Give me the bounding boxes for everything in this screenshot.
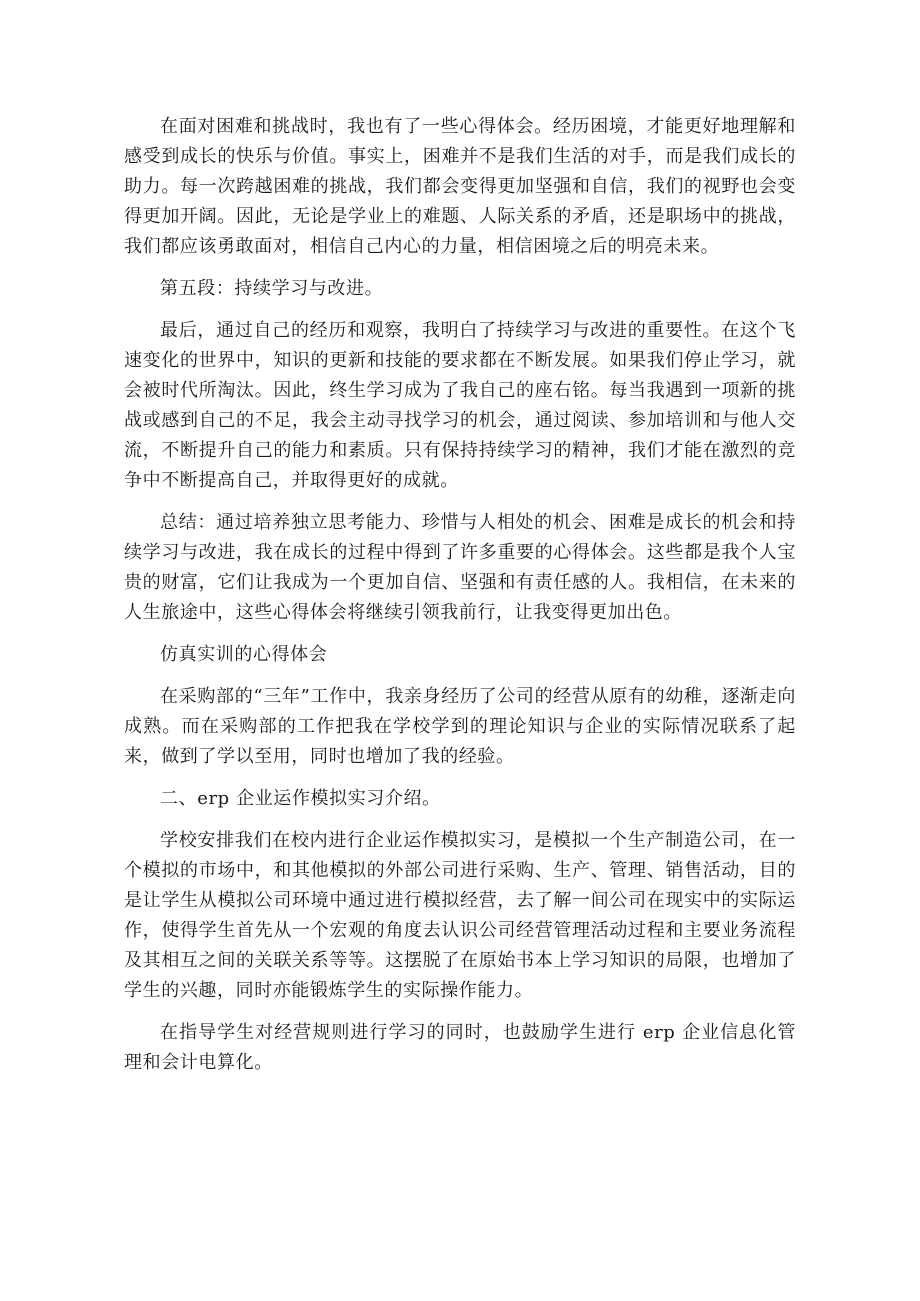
section-heading-erp-intro: 二、erp 企业运作模拟实习介绍。 bbox=[160, 788, 441, 809]
section-heading-simulation-training: 仿真实训的心得体会 bbox=[160, 644, 328, 665]
paragraph-summary: 总结：通过培养独立思考能力、珍惜与人相处的机会、困难是成长的机会和持续学习与改进，我在成长的过程中得到了许多重要的心得体会。这些都是我个人宝贵的财富，它们让我成为一个更加自信、坚强和有责任感的人。我相信，在未来的人生旅途中，这些心得体会将继续引领我前行，让我变得更加出色。 bbox=[124, 512, 796, 623]
paragraph-erp-simulation: 学校安排我们在校内进行企业运作模拟实习，是模拟一个生产制造公司，在一个模拟的市场中，和其他模拟的外部公司进行采购、生产、管理、销售活动，目的是让学生从模拟公司环境中通过进行模拟经营，去了解一间公司在现实中的实际运作，使得学生首先从一个宏观的角度去认识公司经营管理活动过程和主要业务流程及其相互之间的关联关系等等。这摆脱了在原始书本上学习知识的局限，也增加了学生的兴趣，同时亦能锻炼学生的实际操作能力。 bbox=[124, 830, 796, 1001]
section-heading-continuous-learning: 第五段：持续学习与改进。 bbox=[160, 278, 384, 299]
paragraph-erp-guidance: 在指导学生对经营规则进行学习的同时，也鼓励学生进行 erp 企业信息化管理和会计电算化。 bbox=[124, 1022, 796, 1073]
paragraph-purchasing-department: 在采购部的“三年”工作中，我亲身经历了公司的经营从原有的幼稚，逐渐走向成熟。而在采购部的工作把我在学校学到的理论知识与企业的实际情况联系了起来，做到了学以至用，同时也增加了我的经验。 bbox=[124, 686, 796, 767]
document-body bbox=[124, 112, 796, 1090]
paragraph-continuous-learning: 最后，通过自己的经历和观察，我明白了持续学习与改进的重要性。在这个飞速变化的世界中，知识的更新和技能的要求都在不断发展。如果我们停止学习，就会被时代所淘汰。因此，终生学习成为了我自己的座右铭。每当我遇到一项新的挑战或感到自己的不足，我会主动寻找学习的机会，通过阅读、参加培训和与他人交流，不断提升自己的能力和素质。只有保持持续学习的精神，我们才能在激烈的竞争中不断提高自己，并取得更好的成就。 bbox=[124, 320, 796, 491]
paragraph-difficulty: 在面对困难和挑战时，我也有了一些心得体会。经历困境，才能更好地理解和感受到成长的快乐与价值。事实上，困难并不是我们生活的对手，而是我们成长的助力。每一次跨越困难的挑战，我们都会变得更加坚强和自信，我们的视野也会变得更加开阔。因此，无论是学业上的难题、人际关系的矛盾，还是职场中的挑战，我们都应该勇敢面对，相信自己内心的力量，相信困境之后的明亮未来。 bbox=[124, 116, 796, 257]
